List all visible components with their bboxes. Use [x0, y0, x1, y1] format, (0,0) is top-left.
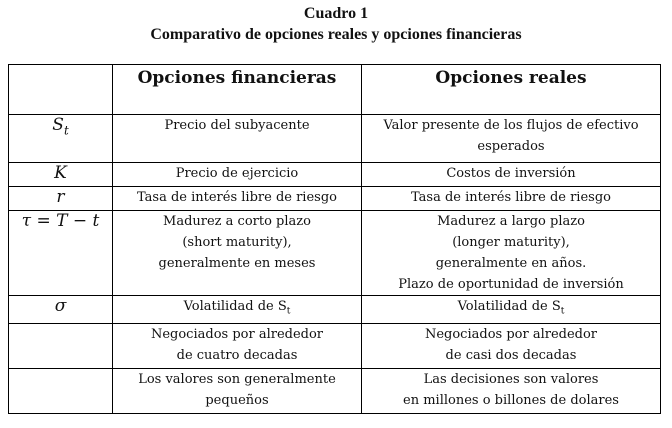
real-options-cell [362, 324, 661, 369]
header-symbol [9, 65, 113, 115]
cell-line: Negociados por alrededor [424, 327, 598, 342]
symbol-cell [9, 187, 113, 211]
real-options-cell [362, 163, 661, 187]
cell-line: Valor presente de los flujos de efectivo [383, 118, 639, 133]
cell-line: Precio del subyacente [164, 118, 310, 133]
table-row [9, 115, 661, 163]
cell-line: Las decisiones son valores [423, 372, 599, 387]
real-options-cell [362, 211, 661, 296]
symbol-cell [9, 211, 113, 296]
table-body [9, 115, 661, 414]
cell-line: (short maturity), [182, 235, 292, 250]
cell-line: Madurez a corto plazo [163, 214, 311, 229]
real-options-cell [362, 187, 661, 211]
symbol-cell [9, 324, 113, 369]
table-row [9, 187, 661, 211]
header-real-options: Opciones reales [362, 65, 661, 115]
cell-line: de casi dos decadas [445, 348, 577, 363]
cell-line: Volatilidad de $S_t$ [457, 299, 565, 317]
cell-line: Volatilidad de $S_t$ [183, 299, 291, 317]
cell-line: generalmente en años. [435, 256, 587, 271]
financial-options-cell [113, 187, 362, 211]
table-header-row [9, 65, 661, 115]
cell-line: en millones o billones de dolares [403, 393, 619, 408]
symbol-text: $S_t$ [52, 115, 69, 138]
cell-line: Plazo de oportunidad de inversión [398, 277, 624, 292]
financial-options-cell [113, 115, 362, 163]
real-options-cell [362, 115, 661, 163]
cell-line: de cuatro decadas [176, 348, 298, 363]
cell-line: esperados [477, 139, 545, 154]
table-caption-subtitle: Comparativo de opciones reales y opciones financieras [150, 26, 522, 43]
cell-line: Los valores son generalmente [138, 372, 336, 387]
cell-line: Costos de inversión [446, 166, 576, 181]
real-options-cell [362, 296, 661, 324]
table-row [9, 369, 661, 414]
cell-line: Madurez a largo plazo [437, 214, 585, 229]
financial-options-cell [113, 296, 362, 324]
symbol-text: r [56, 187, 65, 207]
table-row [9, 296, 661, 324]
header-financial-options: Opciones financieras [113, 65, 362, 115]
cell-line: generalmente en meses [158, 256, 316, 271]
table-row [9, 211, 661, 296]
cell-line: Tasa de interés libre de riesgo [137, 190, 337, 205]
symbol-cell [9, 369, 113, 414]
cell-line: Negociados por alrededor [150, 327, 324, 342]
cell-line: Tasa de interés libre de riesgo [411, 190, 611, 205]
comparison-table [8, 64, 661, 414]
symbol-text: K [54, 163, 67, 183]
financial-options-cell [113, 211, 362, 296]
cell-line: (longer maturity), [452, 235, 570, 250]
cell-line: pequeños [205, 393, 269, 408]
symbol-cell [9, 163, 113, 187]
financial-options-cell [113, 163, 362, 187]
table-row [9, 163, 661, 187]
real-options-cell [362, 369, 661, 414]
table-caption-title: Cuadro 1 [303, 5, 369, 22]
symbol-text: τ = T − t [21, 211, 100, 231]
financial-options-cell [113, 324, 362, 369]
symbol-cell [9, 296, 113, 324]
symbol-text: σ [54, 296, 67, 316]
financial-options-cell [113, 369, 362, 414]
cell-line: Precio de ejercicio [175, 166, 299, 181]
symbol-cell [9, 115, 113, 163]
table-row [9, 324, 661, 369]
